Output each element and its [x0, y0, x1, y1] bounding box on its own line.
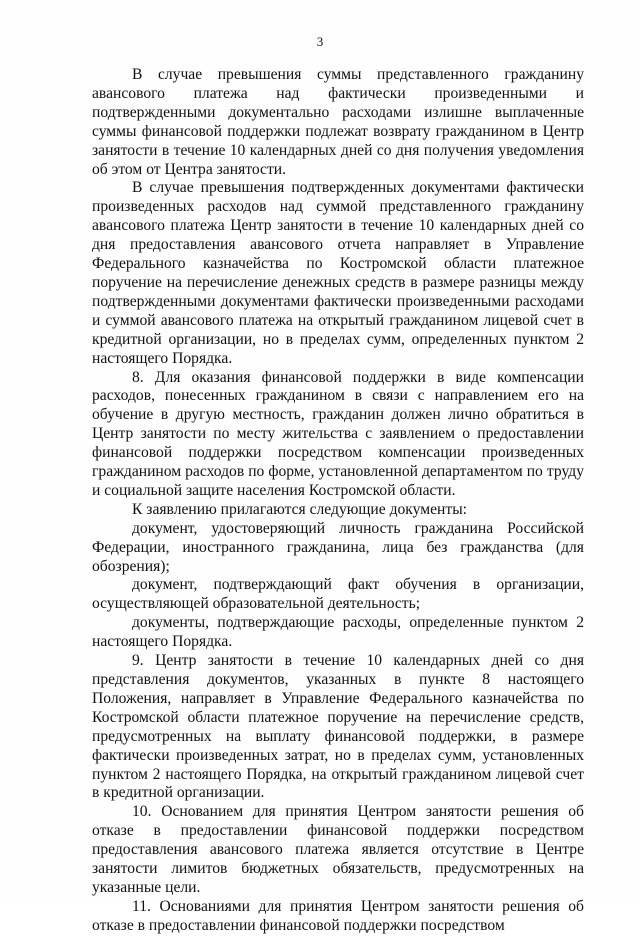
paragraph-item-10: 10. Основанием для принятия Центром занятости решения об отказе в предоставлении финансовой поддержки посредством предоставления авансового платежа является отсутствие в Центре занятости лимитов бюджетных обязательств, предусмотренных на указанные цели. — [92, 803, 584, 896]
list-item-training-document: документ, подтверждающий факт обучения в организации, осуществляющей образовательной деятельность; — [92, 576, 584, 613]
list-item-expense-documents: документы, подтверждающие расходы, определенные пунктом 2 настоящего Порядка. — [92, 614, 584, 651]
document-body — [92, 66, 584, 936]
paragraph-item-9: 9. Центр занятости в течение 10 календарных дней со дня представления документов, указанных в пункте 8 настоящего Положения, направляет в Управление Федерального казначейства по Костромской области платежное поручение на перечисление средств, предусмотренных на выплату финансовой поддержки, в размере фактически произведенных затрат, но в пределах сумм, установленных пунктом 2 настоящего Порядка, на открытый гражданином лицевой счет в кредитной организации. — [92, 652, 584, 802]
list-item-identity-document: документ, удостоверяющий личность гражданина Российской Федерации, иностранного гражданина, лица без гражданства (для обозрения); — [92, 519, 584, 575]
paragraph-expense-difference: В случае превышения подтвержденных документами фактически произведенных расходов над суммой представленного гражданину авансового платежа Центр занятости в течение 10 календарных дней со дня предоставления авансового отчета направляет в Управление Федерального казначейства по Костромской области платежное поручение на перечисление денежных средств в размере разницы между подтвержденными документами фактически произведенными расходами и суммой авансового платежа на открытый гражданином лицевой счет в кредитной организации, но в пределах сумм, определенных пунктом 2 настоящего Порядка. — [92, 179, 584, 367]
paragraph-overpayment-refund: В случае превышения суммы представленного гражданину авансового платежа над фактически произведенными и подтвержденными документально расходами излишне выплаченные суммы финансовой поддержки подлежат возврату гражданином в Центр занятости в течение 10 календарных дней со дня получения уведомления об этом от Центра занятости. — [92, 66, 584, 178]
page-number: 3 — [316, 34, 324, 49]
paragraph-item-11: 11. Основаниями для принятия Центром занятости решения об отказе в предоставлении финансовой поддержки посредством — [92, 897, 584, 934]
paragraph-item-8: 8. Для оказания финансовой поддержки в виде компенсации расходов, понесенных гражданином в связи с направлением его на обучение в другую местность, гражданин должен лично обратиться в Центр занятости по месту жительства с заявлением о предоставлении финансовой поддержки посредством компенсации произведенных гражданином расходов по форме, установленной департаментом по труду и социальной защите населения Костромской области. — [92, 368, 584, 499]
paragraph-documents-intro: К заявлению прилагаются следующие документы: — [132, 500, 468, 518]
